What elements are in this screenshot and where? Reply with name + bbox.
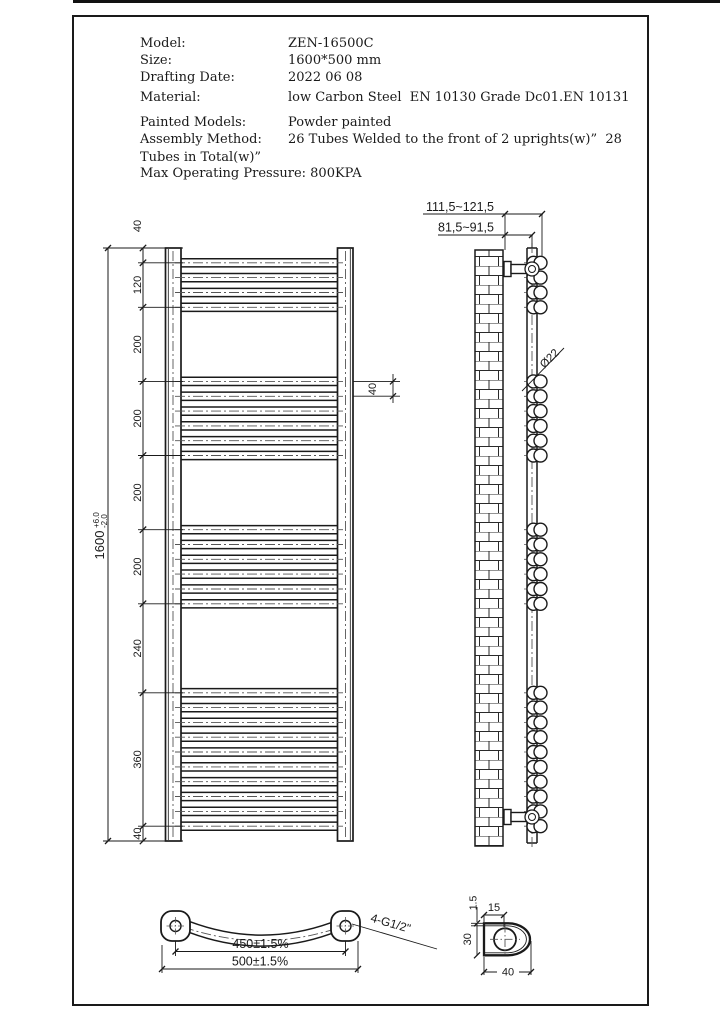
front-tube bbox=[181, 407, 337, 415]
front-tube bbox=[181, 540, 337, 548]
detail-view bbox=[471, 907, 534, 975]
spec-value: 1600*500 mm bbox=[288, 53, 382, 68]
side-tube-circle bbox=[534, 553, 547, 566]
top-bracket bbox=[504, 262, 539, 277]
side-tube-circle bbox=[534, 405, 547, 418]
tube-pitch-label: 40 bbox=[367, 382, 379, 396]
detail-view-labels bbox=[462, 896, 514, 979]
bottom-view-labels bbox=[232, 911, 412, 969]
spec-label: Size: bbox=[140, 53, 172, 68]
spec-label: Painted Models: bbox=[140, 115, 247, 130]
front-tube bbox=[181, 807, 337, 815]
spec-value: ZEN-16500C bbox=[288, 36, 374, 51]
front-tube bbox=[181, 570, 337, 578]
side-tube-circle bbox=[534, 449, 547, 462]
side-tube-circle bbox=[534, 716, 547, 729]
spec-block bbox=[0, 0, 720, 233]
front-tube bbox=[181, 555, 337, 563]
spec-row-painted bbox=[0, 115, 700, 131]
spec-value: 26 Tubes Welded to the front of 2 uprights(w)” 28 bbox=[288, 132, 622, 147]
front-tube bbox=[181, 778, 337, 786]
side-tube-circle bbox=[534, 686, 547, 699]
front-tube bbox=[181, 822, 337, 830]
side-tube-circle bbox=[534, 419, 547, 432]
connections-label: 4-G1/2" bbox=[369, 910, 413, 936]
dim-label-360: 360 bbox=[132, 750, 144, 769]
side-tube-circle bbox=[534, 434, 547, 447]
front-tube bbox=[181, 288, 337, 296]
dim-label-40-top: 40 bbox=[132, 219, 144, 233]
wall-thickness-label: 1.5 bbox=[467, 895, 480, 911]
dim-label-240: 240 bbox=[132, 639, 144, 658]
overall-tol-plus: +6.0 bbox=[92, 512, 101, 528]
spec-label: Max Operating Pressure: 800KPA bbox=[140, 166, 362, 181]
front-tube bbox=[181, 763, 337, 771]
front-tube bbox=[181, 392, 337, 400]
spec-label: Drafting Date: bbox=[140, 70, 235, 85]
spec-row-assembly bbox=[0, 132, 700, 148]
wall-section bbox=[475, 250, 503, 846]
spec-value: 2022 06 08 bbox=[288, 70, 363, 85]
side-tube-circle bbox=[534, 286, 547, 299]
dim-label-200-d: 200 bbox=[132, 557, 144, 576]
wall-distance-outer-label: 111,5~121,5 bbox=[425, 200, 495, 214]
profile-hole-crosshair bbox=[490, 925, 520, 955]
side-tube-circle bbox=[534, 583, 547, 596]
front-tube bbox=[181, 274, 337, 282]
hole-crosshairs bbox=[167, 917, 355, 935]
wall-distance-inner-label: 81,5~91,5 bbox=[438, 220, 494, 235]
spec-row-date bbox=[0, 70, 700, 86]
front-tube bbox=[181, 422, 337, 430]
spec-label: Material: bbox=[140, 90, 201, 105]
front-tube bbox=[181, 526, 337, 534]
front-tube bbox=[181, 600, 337, 608]
hole-offset-label: 15 bbox=[487, 902, 501, 914]
spec-row-model bbox=[0, 36, 700, 52]
dim-label-200-b: 200 bbox=[132, 409, 144, 428]
overall-height-value: 1600 bbox=[92, 530, 107, 560]
side-tube-circle bbox=[534, 597, 547, 610]
front-tube bbox=[181, 451, 337, 459]
front-tube bbox=[181, 259, 337, 267]
overall-height-label bbox=[92, 512, 109, 560]
dim-label-200-a: 200 bbox=[132, 335, 144, 354]
front-tube bbox=[181, 689, 337, 697]
side-tube-circle bbox=[534, 390, 547, 403]
side-tube-circle bbox=[534, 701, 547, 714]
spec-value: low Carbon Steel EN 10130 Grade Dc01.EN 10131 bbox=[288, 90, 630, 105]
front-tube bbox=[181, 303, 337, 311]
side-tube-circle bbox=[534, 746, 547, 759]
front-tube bbox=[181, 437, 337, 445]
spec-label: Tubes in Total(w)” bbox=[140, 150, 262, 165]
dim-label-120: 120 bbox=[132, 275, 144, 295]
side-view bbox=[423, 211, 564, 848]
front-tube bbox=[181, 585, 337, 593]
front-tube bbox=[181, 718, 337, 726]
side-tube-circle bbox=[534, 775, 547, 788]
spec-row-assembly-wrap bbox=[0, 150, 700, 166]
spec-value: Powder painted bbox=[288, 115, 392, 130]
side-tube-circle bbox=[534, 760, 547, 773]
side-tube-circle bbox=[534, 790, 547, 803]
overall-width-label: 500±1.5% bbox=[231, 954, 289, 969]
dim-label-200-c: 200 bbox=[132, 483, 144, 502]
spec-row-size bbox=[0, 53, 700, 69]
tube-diameter-label: Ø22 bbox=[538, 347, 562, 371]
bottom-bracket bbox=[504, 810, 539, 825]
front-tube bbox=[181, 792, 337, 800]
front-tube bbox=[181, 733, 337, 741]
profile-depth-label: 30 bbox=[462, 933, 474, 946]
front-view bbox=[103, 245, 400, 844]
spec-row-material bbox=[0, 90, 700, 106]
profile-width-label: 40 bbox=[501, 966, 515, 979]
side-tube-circle bbox=[534, 523, 547, 536]
dim-label-40-bottom: 40 bbox=[132, 827, 144, 840]
center-distance-label: 450±1.5% bbox=[232, 937, 289, 951]
front-tube bbox=[181, 704, 337, 712]
front-tubes bbox=[175, 259, 343, 831]
side-tube-circle bbox=[534, 538, 547, 551]
spec-label: Assembly Method: bbox=[140, 132, 262, 147]
spec-row-pressure bbox=[0, 166, 700, 182]
overall-tol-minus: -2.0 bbox=[100, 514, 109, 528]
side-tube-circle bbox=[534, 301, 547, 314]
front-tube bbox=[181, 377, 337, 385]
front-tube bbox=[181, 748, 337, 756]
side-tube-circle bbox=[534, 568, 547, 581]
spec-label: Model: bbox=[140, 36, 186, 51]
side-tube-circle bbox=[534, 731, 547, 744]
